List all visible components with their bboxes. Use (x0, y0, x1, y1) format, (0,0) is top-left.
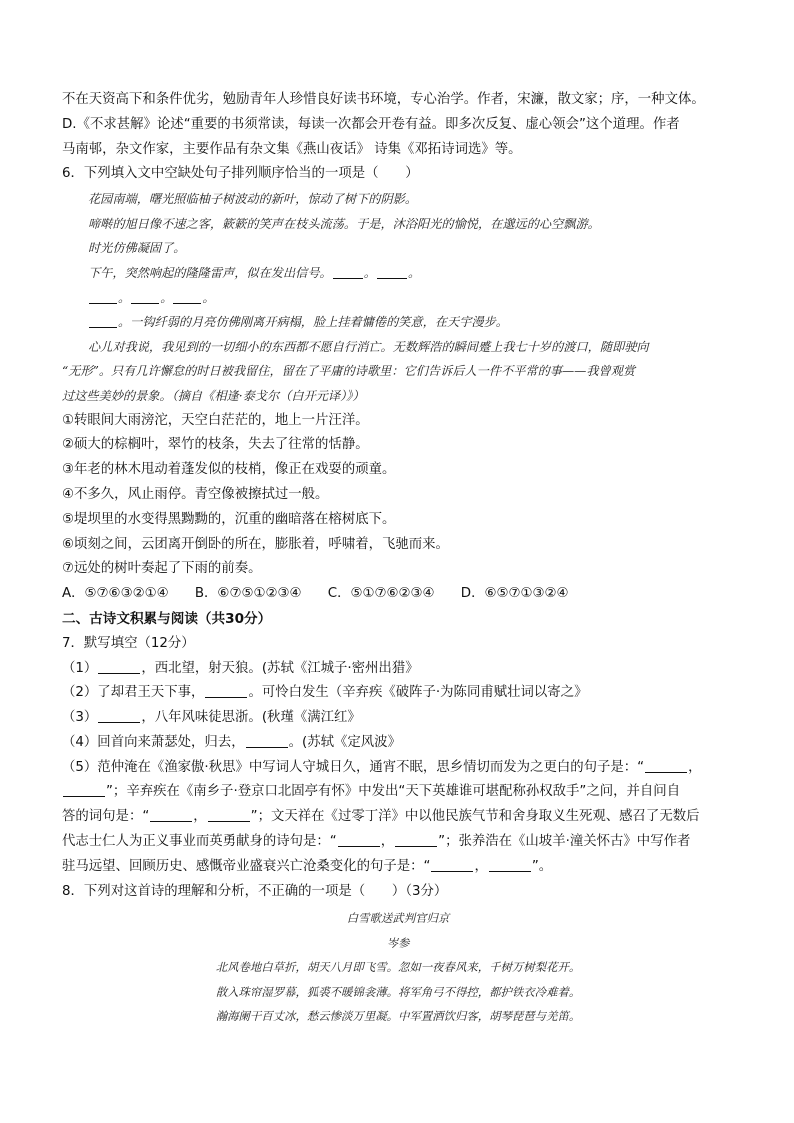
fill-item-4 (62, 731, 734, 756)
passage-text: 下午，突然响起的隆隆雷声，似在发出信号。 (88, 265, 332, 280)
blank (333, 264, 363, 279)
fill-item-5 (62, 756, 734, 781)
item-text: （5）范仲淹在《渔家傲·秋思》中写词人守城日久，通宵不眠，思乡情切而发为之更白的句子是：“ (62, 759, 645, 775)
sentence-option: ⑤堤坝里的水变得黑黝黝的，沉重的幽暗落在榕树底下。 (62, 511, 396, 527)
blank[interactable] (63, 782, 105, 797)
text-line: D.《不求甚解》论述“重要的书须常读，每读一次都会开卷有益。即多次反复、虚心领会”这个道理。作者 (62, 116, 680, 132)
fill-item-2 (62, 681, 734, 706)
sentence-option: ④不多久，风止雨停。青空像被擦拭过一般。 (62, 486, 329, 502)
text-line: 马南邨，杂文作家，主要作品有杂文集《燕山夜话》 诗集《邓拓诗词选》等。 (62, 141, 522, 157)
blank[interactable] (431, 857, 473, 872)
item-text: ， (688, 759, 702, 775)
question-stem: 6．下列填入文中空缺处句子排列顺序恰当的一项是（ ） (62, 166, 419, 182)
answer-option-b[interactable]: B．⑥⑦⑤①②③④ (194, 586, 302, 602)
blank[interactable] (150, 807, 192, 822)
passage-line: 心儿对我说，我见到的一切细小的东西都不愿自行消亡。无数辉浩的瞬间蹙上我七十岁的渡口，随即驶向 (88, 339, 649, 354)
item-text: （4）回首向来萧瑟处，归去， (62, 734, 245, 750)
item-text: （1） (62, 660, 98, 676)
item-text: ， (193, 809, 207, 825)
poem-author: 岑参 (386, 935, 410, 950)
passage (62, 187, 734, 408)
question-7 (62, 632, 734, 880)
item-text: （2）了却君王天下事， (62, 685, 205, 701)
question-stem: 8．下列对这首诗的理解和分析，不正确的一项是（ ）（3分） (62, 883, 448, 899)
blank[interactable] (645, 758, 687, 773)
item-text: ”；文天祥在《过零丁洋》中以他民族气节和舍身取义生死观、感召了无数后 (250, 809, 700, 825)
blank[interactable] (98, 659, 140, 674)
fill-item-3 (62, 706, 734, 731)
fill-item-5-cont (62, 780, 734, 805)
intro-block (62, 88, 734, 162)
item-text: 。可怜白发生（辛弃疾《破阵子·为陈同甫赋壮词以寄之》 (248, 685, 588, 701)
poem-line: 瀚海阑干百丈冰，愁云惨淡万里凝。中军置酒饮归客，胡琴琵琶与羌笛。 (215, 1009, 581, 1024)
item-text: 。(苏轼《定风波》 (288, 734, 401, 750)
item-text: 代志士仁人为正义事业而英勇献身的诗句是：“ (62, 834, 337, 850)
sentence-option: ⑥顷刻之间，云团离开倒卧的所在，膨胀着，呼啸着，飞驰而来。 (62, 536, 449, 552)
blank (131, 289, 159, 304)
passage-line: 下午，突然响起的隆隆雷声，似在发出信号。 。 。 (88, 265, 421, 280)
blank[interactable] (338, 832, 380, 847)
item-text: ， (474, 858, 488, 874)
answer-option-d[interactable]: D．⑥⑤⑦①③②④ (460, 586, 569, 602)
poem-line: 北风卷地白草折，胡天八月即飞雪。忽如一夜春风来，千树万树梨花开。 (215, 960, 581, 975)
item-text: 驻马远望、回顾历史、感慨帝业盛衰兴亡沧桑变化的句子是：“ (62, 858, 431, 874)
blank[interactable] (395, 832, 437, 847)
item-text: ， (380, 834, 395, 850)
blank[interactable] (98, 708, 140, 723)
blank[interactable] (489, 857, 531, 872)
fill-item-5-cont (62, 830, 734, 855)
question-8 (62, 880, 734, 1029)
blank[interactable] (205, 683, 247, 698)
passage-text: 。一钩纤弱的月亮仿佛刚离开病榻，脸上挂着慵倦的笑意，在天宇漫步。 (118, 315, 508, 330)
item-text: ”。 (531, 858, 553, 874)
answer-options (62, 582, 734, 607)
blank (173, 289, 201, 304)
blank (377, 264, 407, 279)
fill-item-5-cont (62, 805, 734, 830)
answer-option-c[interactable]: C．⑤①⑦⑥②③④ (327, 586, 435, 602)
item-text: ，西北望，射天狼。(苏轼《江城子·密州出猎》 (141, 660, 419, 676)
question-6 (62, 162, 734, 607)
passage-line: 时光仿佛凝固了。 (88, 241, 186, 256)
text-line: 不在天资高下和条件优劣，勉励青年人珍惜良好读书环境，专心治学。作者，宋濂，散文家；序，一种文体。 (62, 92, 705, 107)
passage-line: 啼啭的旭日像不速之客，簌簌的笑声在枝头流荡。于是，沐浴阳光的愉悦，在邈远的心空飘游。 (88, 216, 600, 231)
fill-item-5-cont (62, 855, 734, 880)
item-text: （3） (62, 710, 98, 726)
passage-line (62, 310, 734, 335)
fill-item-1 (62, 657, 734, 682)
sentence-option: ⑦远处的树叶奏起了下雨的前奏。 (62, 561, 262, 577)
section-title: 二、古诗文积累与阅读（共30分） (62, 610, 272, 627)
item-text: ”；张养浩在《山坡羊·潼关怀古》中写作者 (438, 834, 691, 850)
poem (62, 906, 734, 1028)
sentence-option: ①转眼间大雨滂沱，天空白茫茫的，地上一片汪洋。 (62, 412, 369, 428)
passage-line: 过这些美妙的景象。（摘自《相逢·泰戈尔（白开元译）》） (62, 388, 365, 403)
blank (89, 313, 117, 328)
question-stem: 7．默写填空（12分） (62, 635, 195, 651)
passage-line: “无形”。只有几许懈怠的时日被我留住，留在了平庸的诗歌里：它们告诉后人一件不平常的事——我曾观赏 (62, 364, 636, 379)
item-text: ，八年风味徒思浙。(秋瑾《满江红》 (141, 710, 361, 726)
passage-line: 。 。 。 (62, 286, 734, 311)
sentence-option: ③年老的林木甩动着蓬发似的枝梢，像正在戏耍的顽童。 (62, 462, 396, 478)
answer-option-a[interactable]: A．⑤⑦⑥③②①④ (62, 586, 169, 602)
blank (89, 289, 117, 304)
poem-title: 白雪歌送武判官归京 (346, 911, 450, 926)
blank[interactable] (246, 733, 288, 748)
sentence-option: ②硕大的棕榈叶，翠竹的枝条，失去了往常的恬静。 (62, 437, 369, 453)
item-text: ”；辛弃疾在《南乡子·登京口北固亭有怀》中发出“天下英雄谁可堪配称孙权敌手”之问，并自问自 (106, 784, 681, 800)
poem-line: 散入珠帘湿罗幕，狐裘不暖锦衾薄。将军角弓不得控，都护铁衣冷难着。 (215, 984, 581, 999)
passage-line: 花园南端，曙光照临柚子树波动的新叶，惊动了树下的阴影。 (88, 192, 418, 207)
blank[interactable] (208, 807, 250, 822)
item-text: 答的词句是：“ (62, 809, 150, 825)
